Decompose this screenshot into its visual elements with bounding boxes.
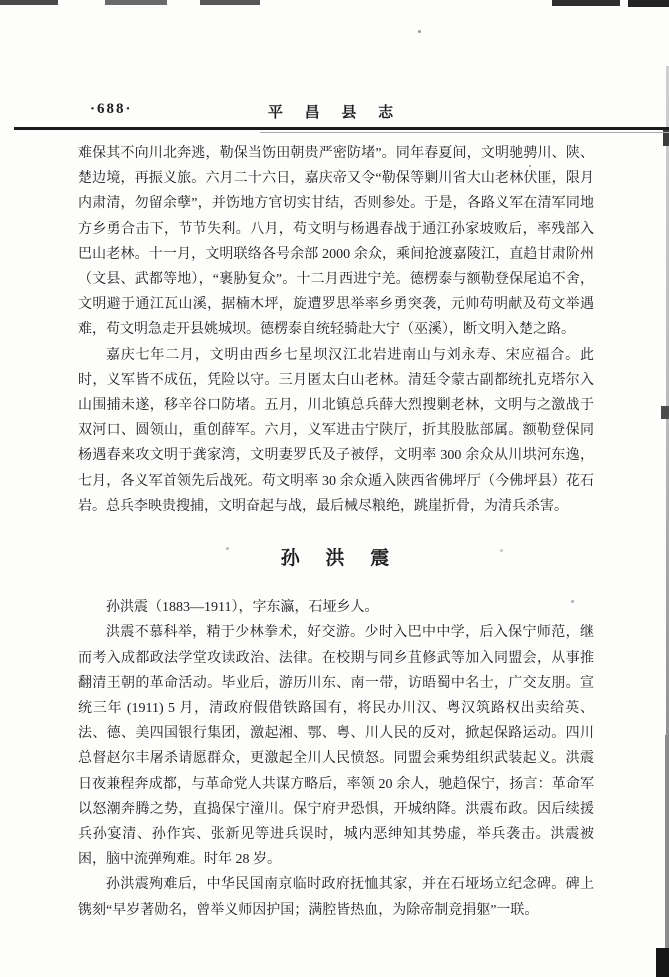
scan-artifact-top-band: [200, 0, 260, 5]
section-title-sun-hongzhen: 孙 洪 震: [280, 548, 392, 570]
header-divider-rule-shadow: [260, 132, 669, 133]
page-number: ·688·: [90, 101, 133, 117]
page-header: [78, 101, 592, 123]
paragraph-gou-wenming-continued: 难保其不向川北奔逃，勒保当饬田朝贵严密防堵”。同年春夏间，文明驰骋川、陕、楚边境，再振义旅。六月二十六日，嘉庆帝又令“勒保等剿川省大山老林伏匪，限月内肃清，勿留余孽”，并饬地方官切实甘结，否则参处。于是，各路义军在清军同地方乡勇合击下，节节失利。八月，苟文明与杨遇春战于通江孙家坡败后，率残部入巴山老林。十一月，文明联络各号余部 2000 余众，乘间抢渡嘉陵江，直趋甘肃阶州（文县、武都等地），“裹胁复众”。十二月西进宁羌。德楞泰与额勒登保尾追不舍，文明避于通江瓦山溪，据楠木坪，旋遭罗思举率乡勇突袭，元帅苟明献及苟文举遇难，苟文明急走开县姚城坝。德楞泰自统轻骑赴大宁（巫溪），断文明入楚之路。: [78, 146, 594, 338]
scan-artifact-speck: [418, 30, 421, 33]
paragraph-sun-biography: 洪震不慕科举，精于少林拳术，好交游。少时入巴中中学，后入保宁师范，继而考入成都政法学堂攻读政治、法律。在校期与同乡苴修武等加入同盟会，从事推翻清王朝的革命活动。毕业后，游历川东、南一带，访晤蜀中名士，广交友朋。宣统三年 (1911) 5 月，清政府假借铁路国有，将民办川汉、粤汉筑路权出卖给英、法、德、美四国银行集团，激起湘、鄂、粤、川人民的反对，掀起保路运动。四川总督赵尔丰屠杀请愿群众，更激起全川人民愤怒。同盟会乘势组织武装起义。洪震日夜兼程奔成都，与革命党人共谋方略后，率领 20 余人，驰趋保宁，扬言：革命军以怒潮奔腾之势，直捣保宁潼川。保宁府尹恐惧，开城纳降。洪震布政。因后续援兵孙宴清、孙作宾、张新见等进兵误时，城内恶绅知其势虚，举兵袭击。洪震被困，脑中流弹殉难。时年 28 岁。: [78, 625, 594, 868]
scan-artifact-corner: [656, 948, 669, 977]
paragraph-sun-memorial: 孙洪震殉难后，中华民国南京临时政府抚恤其家，并在石垭场立纪念碑。碑上镌刻“早岁著勋名，曾举义师因护国；满腔皆热血，为除帝制竞捐躯”一联。: [78, 877, 594, 918]
header-divider-rule: [14, 127, 669, 130]
scan-artifact-right-edge: [665, 735, 669, 977]
page-body: [78, 141, 594, 923]
paragraph-gou-wenming-jiaqing7: 嘉庆七年二月，文明由西乡七星坝汉江北岩进南山与刘永寿、宋应福合。此时，义军皆不成伍，凭险以守。三月匿太白山老林。清廷令蒙古副都统扎克塔尔入山围捕未遂，移辛谷口防堵。五月，川北镇总兵薛大烈搜剿老林，文明与之激战于双河口、圆领山，重创薛军。六月，义军进击宁陕厅，折其股肱部属。额勒登保同杨遇春来攻文明于龚家湾，文明妻罗氏及子被俘，文明率 300 余众从川垬河东逸，七月，各义军首领先后战死。苟文明率 30 余众遁入陕西省佛坪厅（今佛坪县）花石岩。总兵李映贵搜捕，文明奋起与战，最后械尽粮绝，跳崖折骨，为清兵杀害。: [78, 347, 594, 514]
scan-artifact-top-band: [0, 0, 58, 5]
scan-artifact-right-edge: [661, 406, 669, 419]
scan-artifact-top-band: [628, 0, 669, 7]
scan-artifact-top-band: [552, 0, 620, 6]
scan-artifact-top-band: [105, 0, 167, 5]
running-head-title: 平 昌 县 志: [267, 105, 403, 121]
paragraph-sun-intro: 孙洪震（1883—1911），字东瀛，石垭乡人。: [106, 600, 379, 616]
